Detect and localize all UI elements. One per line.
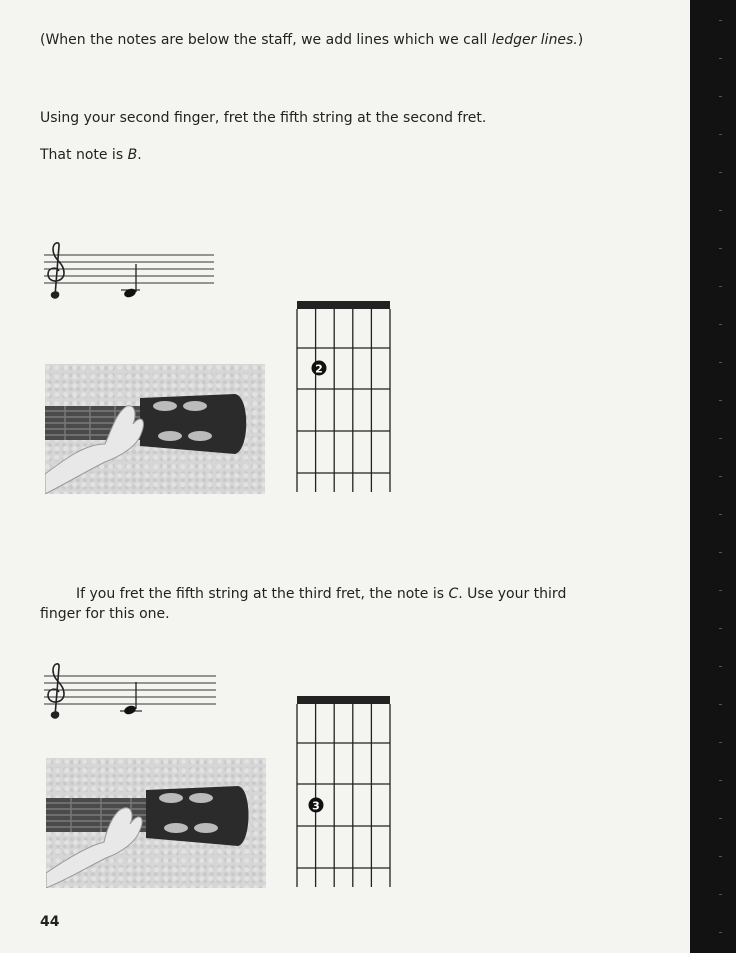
book-binding [690,0,736,953]
treble-clef-icon [48,243,64,298]
binding-tick [719,20,722,21]
note-b-sentence [40,145,142,165]
treble-clef-icon [48,664,64,718]
staff-note-c [40,662,220,724]
binding-tick [719,932,722,933]
binding-tick [719,96,722,97]
nut [297,696,390,704]
binding-tick [719,818,722,819]
note-b-suffix: . [137,147,142,163]
ledger-lines-note [40,30,583,50]
binding-tick [719,894,722,895]
intro-text: (When the notes are below the staff, we add lines which we call [40,32,492,48]
binding-tick [719,400,722,401]
instruction-b: Using your second finger, fret the fifth string at the second fret. [40,110,487,126]
fretboard-diagram-c [294,695,402,891]
binding-tick [719,780,722,781]
ledger-lines-term: ledger lines. [491,32,578,48]
binding-tick [719,704,722,705]
binding-tick [719,248,722,249]
binding-tick [719,590,722,591]
page-number: 44 [40,914,60,930]
binding-tick [719,286,722,287]
photo-finger-b [45,364,265,494]
note-b-name: B [127,147,138,163]
binding-tick [719,666,722,667]
instruction-c-line1 [76,584,566,604]
photo-finger-c [46,758,266,888]
binding-tick [719,438,722,439]
finger-number-3: 3 [312,799,320,813]
intro-close: ) [577,32,584,48]
binding-tick [719,362,722,363]
binding-tick [719,856,722,857]
binding-tick [719,58,722,59]
instruction-c-continue: . Use your third [458,586,567,602]
note-b-prefix: That note is [40,147,128,163]
finger-number-2: 2 [315,362,323,376]
binding-tick [719,742,722,743]
instruction-c-line2: finger for this one. [40,606,170,622]
staff-note-b [40,240,218,310]
binding-tick [719,476,722,477]
binding-tick [719,210,722,211]
nut [297,301,390,309]
note-c-name: C [448,586,459,602]
instruction-c-text: If you fret the fifth string at the third fret, the note is [76,586,449,602]
note-head-c [123,704,137,716]
binding-tick [719,324,722,325]
note-head-b [123,287,137,299]
binding-tick [719,514,722,515]
fretboard-diagram-b [294,300,402,496]
binding-tick [719,172,722,173]
binding-tick [719,552,722,553]
binding-tick [719,134,722,135]
binding-tick [719,628,722,629]
